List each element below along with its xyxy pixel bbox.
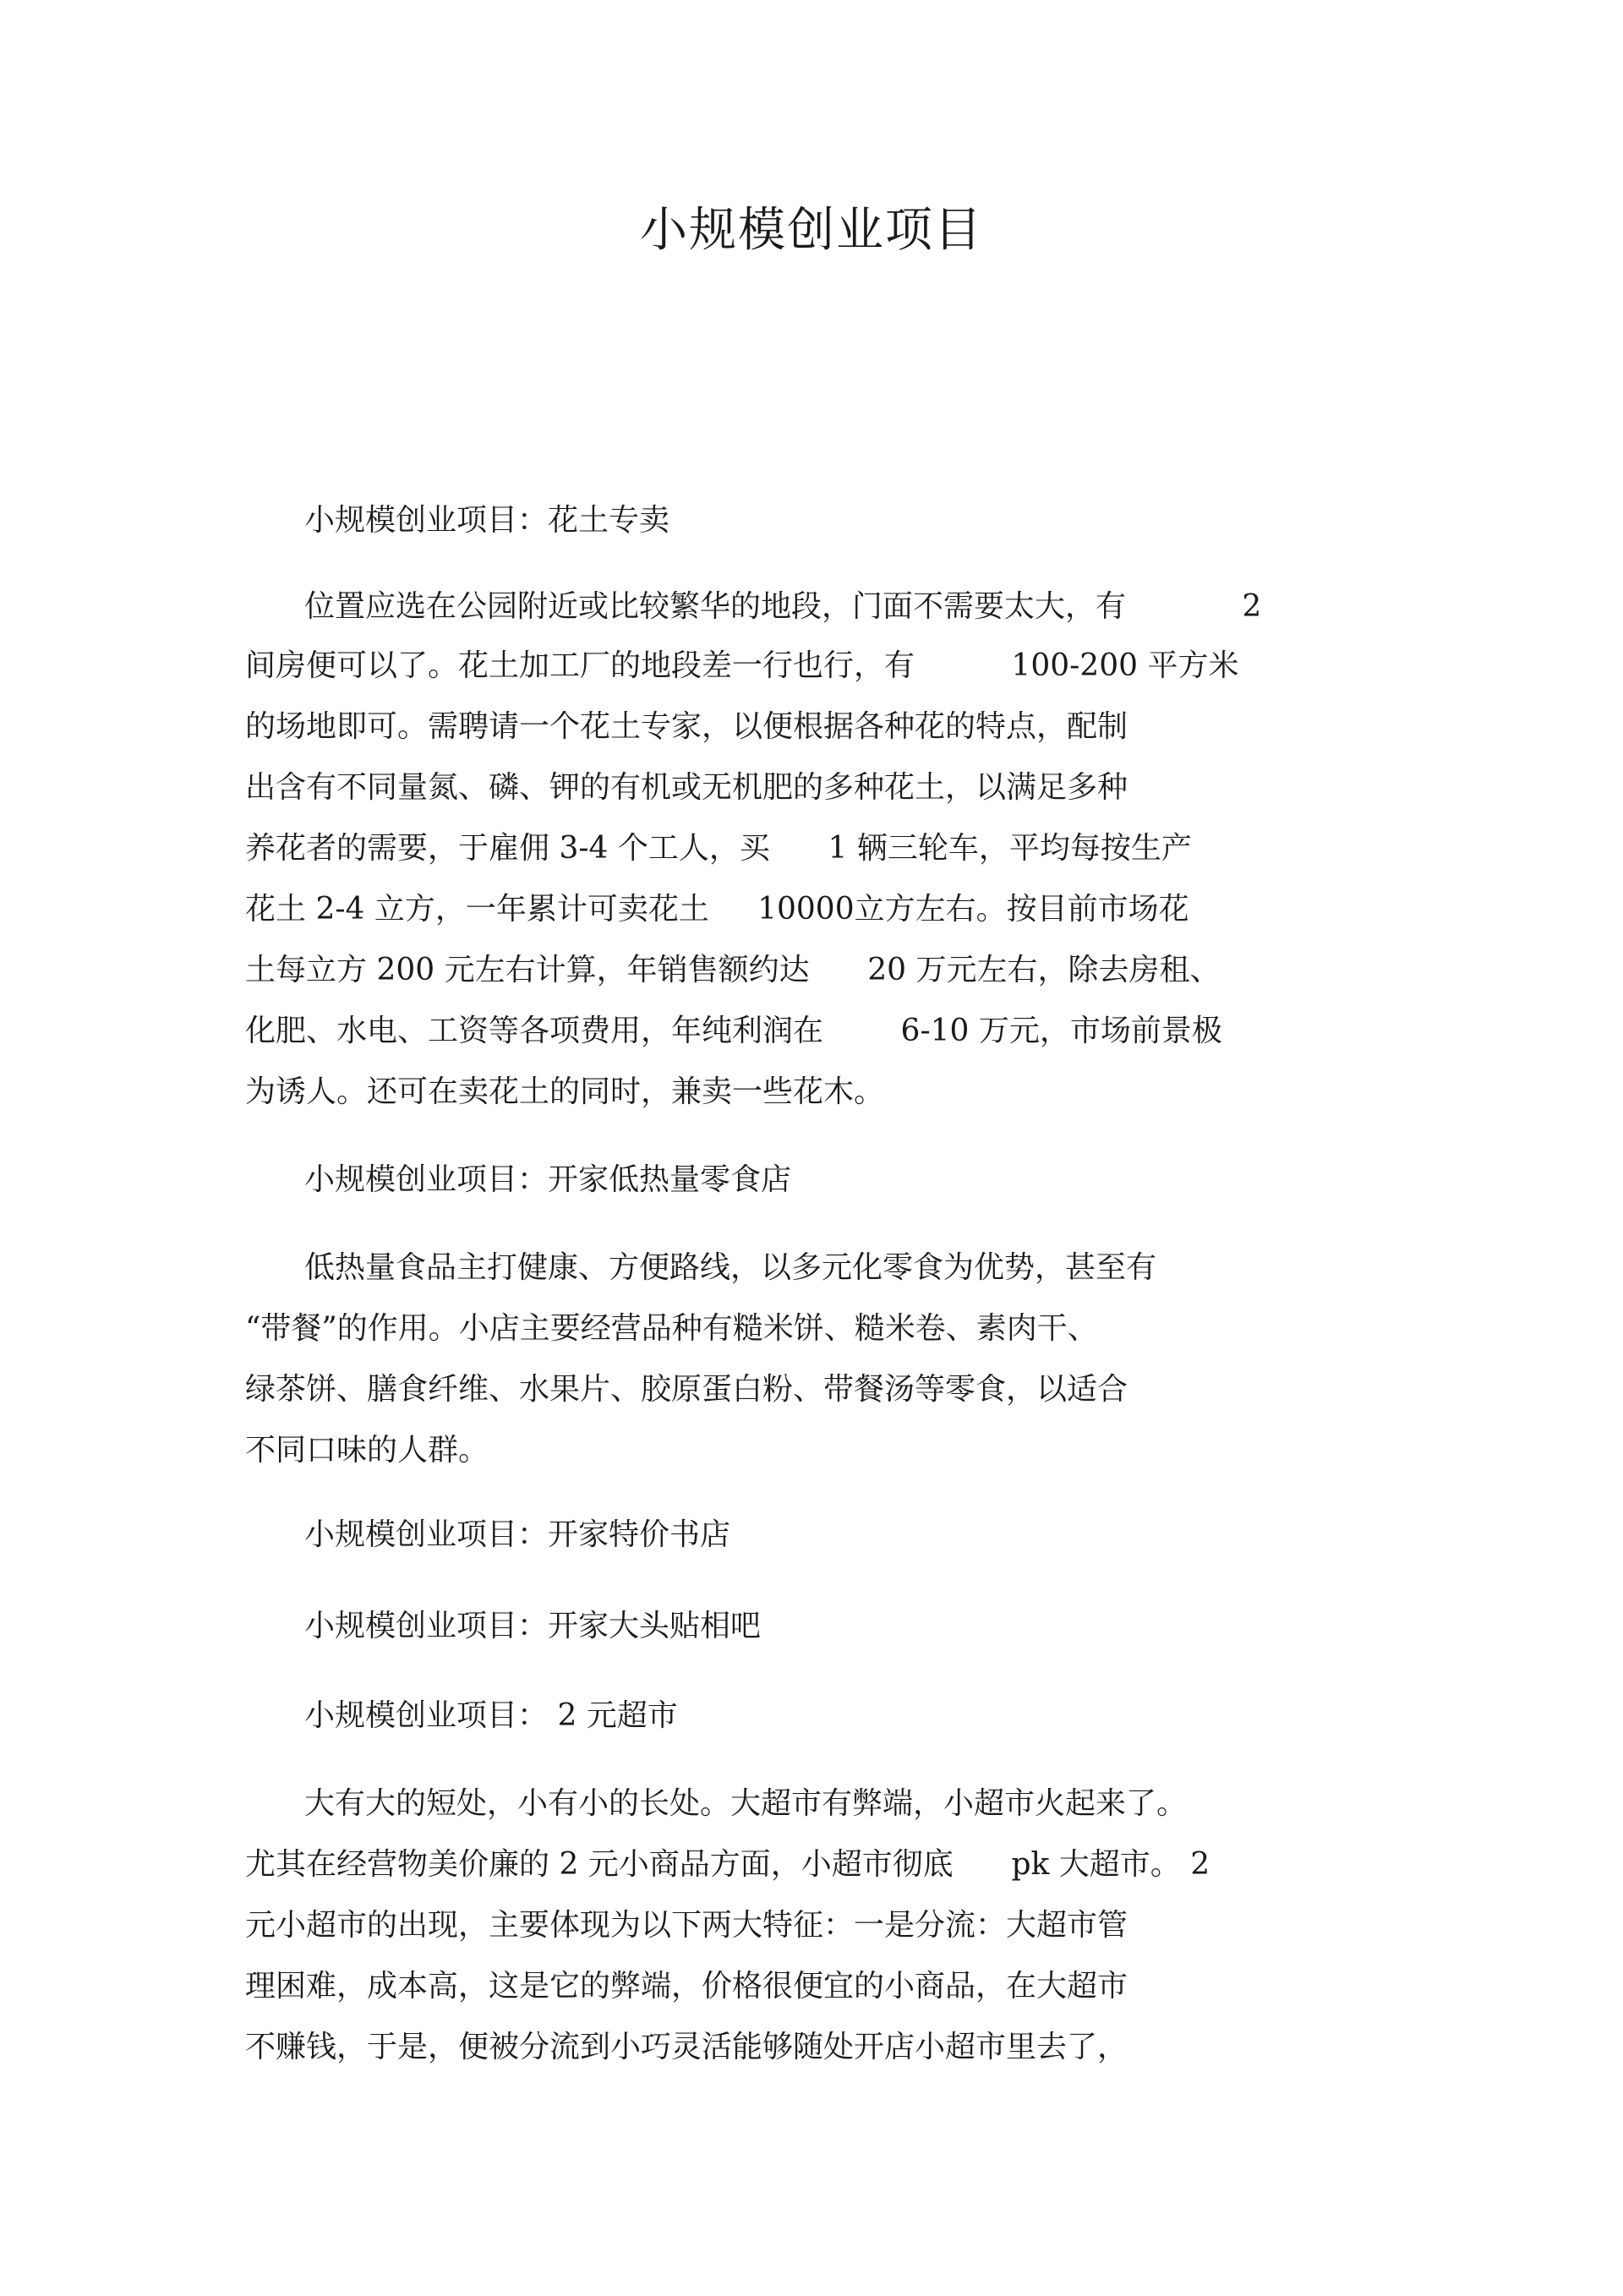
section-heading-photo-sticker: 小规模创业项目：开家大头贴相吧 xyxy=(304,1609,762,1643)
section-heading-flower-soil: 小规模创业项目：花土专卖 xyxy=(304,503,670,538)
paragraph-line: 绿茶饼、膳食纤维、水果片、胶原蛋白粉、带餐汤等零食，以适合 xyxy=(245,1372,1128,1407)
paragraph-line: 理困难，成本高，这是它的弊端，价格很便宜的小商品，在大超市 xyxy=(245,1969,1128,2004)
paragraph-line: 出含有不同量氮、磷、钾的有机或无机肥的多种花土，以满足多种 xyxy=(245,770,1128,805)
paragraph-line: 化肥、水电、工资等各项费用，年纯利润在 6-10 万元，市场前景极 xyxy=(245,1014,1222,1048)
paragraph-line: 不赚钱，于是，便被分流到小巧灵活能够随处开店小超市里去了， xyxy=(245,2030,1128,2064)
paragraph-line: 为诱人。还可在卖花土的同时，兼卖一些花木。 xyxy=(245,1074,885,1109)
paragraph-line: 土每立方 200 元左右计算，年销售额约达 20 万元左右，除去房租、 xyxy=(245,953,1221,987)
paragraph-line: 元小超市的出现，主要体现为以下两大特征：一是分流：大超市管 xyxy=(245,1908,1128,1943)
document-title: 小规模创业项目 xyxy=(640,203,983,258)
paragraph-line: 不同口味的人群。 xyxy=(245,1433,489,1468)
paragraph-line: 花土 2-4 立方，一年累计可卖花土 10000立方左右。按目前市场花 xyxy=(245,892,1189,927)
paragraph-line: 位置应选在公园附近或比较繁华的地段，门面不需要太大，有 2 xyxy=(304,589,1262,624)
paragraph-line: 养花者的需要，于雇佣 3-4 个工人，买 1 辆三轮车，平均每按生产 xyxy=(245,831,1192,866)
section-heading-low-calorie-snacks: 小规模创业项目：开家低热量零食店 xyxy=(304,1162,792,1197)
section-heading-discount-bookstore: 小规模创业项目：开家特价书店 xyxy=(304,1517,731,1552)
paragraph-line: 大有大的短处，小有小的长处。大超市有弊端，小超市火起来了。 xyxy=(304,1786,1188,1821)
section-heading-two-yuan-store: 小规模创业项目： 2 元超市 xyxy=(304,1698,678,1733)
paragraph-line: 的场地即可。需聘请一个花土专家，以便根据各种花的特点，配制 xyxy=(245,709,1128,744)
paragraph-line: 低热量食品主打健康、方便路线，以多元化零食为优势，甚至有 xyxy=(304,1250,1157,1285)
paragraph-line: 间房便可以了。花土加工厂的地段差一行也行，有 100-200 平方米 xyxy=(245,648,1239,683)
paragraph-line: 尤其在经营物美价廉的 2 元小商品方面，小超市彻底 pk 大超市。 2 xyxy=(245,1847,1210,1882)
paragraph-line: “带餐”的作用。小店主要经营品种有糙米饼、糙米卷、素肉干、 xyxy=(245,1311,1098,1346)
